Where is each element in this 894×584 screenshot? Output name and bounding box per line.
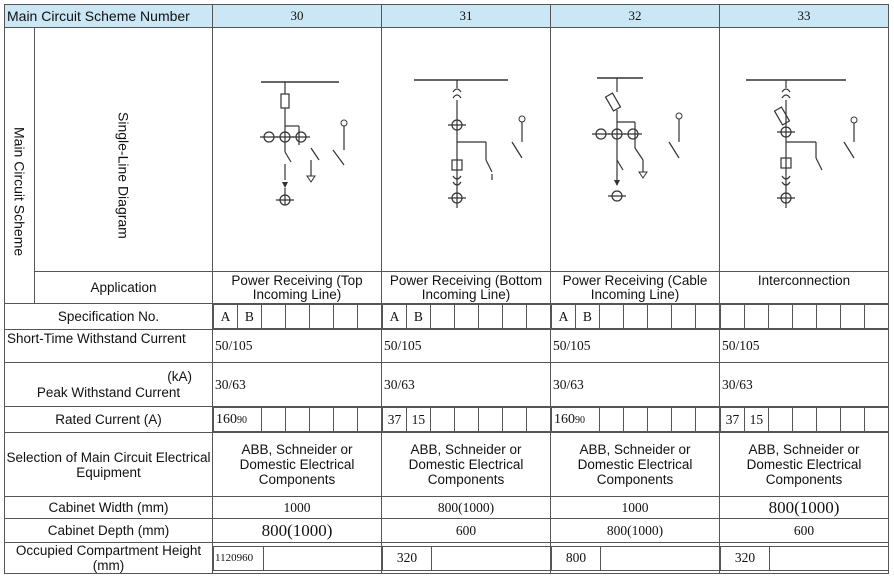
depth-30: 800(1000)	[213, 519, 382, 543]
short-time-33: 50/105	[720, 330, 889, 363]
height-33	[720, 543, 889, 574]
width-label: Cabinet Width (mm)	[5, 497, 213, 519]
scheme-label: Main Circuit Scheme	[11, 126, 28, 257]
single-line-diagram-30	[213, 30, 382, 270]
spec-33-b	[744, 305, 768, 329]
application-label: Application	[35, 272, 213, 304]
diagram-row	[5, 28, 889, 272]
short-time-32: 50/105	[551, 330, 720, 363]
height-32-value: 800	[552, 546, 601, 570]
spec-31-b: B	[406, 305, 430, 329]
height-33-value: 320	[721, 546, 770, 570]
rated-33-a: 37	[721, 408, 745, 432]
rated-current-30	[213, 407, 382, 433]
main-circuit-scheme-sheet	[4, 4, 888, 578]
width-row	[5, 497, 889, 519]
width-30: 1000	[213, 497, 382, 519]
peak-label-cell	[5, 363, 213, 407]
rated-current-33	[720, 407, 889, 433]
depth-row	[5, 519, 889, 543]
peak-32: 30/63	[551, 363, 720, 407]
scheme-label-cell	[5, 28, 35, 304]
rated-30-a: 160	[216, 412, 237, 427]
depth-label: Cabinet Depth (mm)	[5, 519, 213, 543]
short-time-row	[5, 330, 889, 363]
diagram-31	[382, 28, 551, 272]
scheme-number-32: 32	[551, 5, 720, 28]
height-30	[213, 543, 382, 574]
diagram-30	[213, 28, 382, 272]
short-time-30: 50/105	[213, 330, 382, 363]
application-31: Power Receiving (Bottom Incoming Line)	[382, 272, 551, 304]
depth-33: 600	[720, 519, 889, 543]
spec-33-a	[721, 305, 745, 329]
equipment-33: ABB, Schneider or Domestic Electrical Components	[720, 433, 889, 497]
diagram-label: Single-Line Diagram	[115, 112, 132, 239]
spec-31-a: A	[383, 305, 407, 329]
specification-label: Specification No.	[5, 304, 213, 330]
diagram-33	[720, 28, 889, 272]
peak-unit: (kA)	[167, 368, 192, 384]
peak-label: Peak Withstand Current	[36, 384, 181, 400]
rated-32-b: 90	[575, 415, 585, 426]
equipment-row	[5, 433, 889, 497]
height-label: Occupied Compartment Height (mm)	[5, 543, 213, 574]
spec-32-b: B	[575, 305, 599, 329]
rated-current-32	[551, 407, 720, 433]
spec-30-b: B	[237, 305, 261, 329]
width-32: 1000	[551, 497, 720, 519]
spec-32-a: A	[552, 305, 576, 329]
rated-32-a: 160	[554, 412, 575, 427]
equipment-label: Selection of Main Circuit Electrical Equipment	[5, 433, 213, 497]
rated-current-label: Rated Current (A)	[5, 407, 213, 433]
short-time-label: Short-Time Withstand Current	[5, 330, 213, 363]
scheme-number-30: 30	[213, 5, 382, 28]
scheme-number-33: 33	[720, 5, 889, 28]
depth-32: 800(1000)	[551, 519, 720, 543]
width-31: 800(1000)	[382, 497, 551, 519]
short-time-31: 50/105	[382, 330, 551, 363]
application-row	[5, 272, 889, 304]
rated-33-b: 15	[744, 408, 768, 432]
height-30-value: 1120960	[214, 546, 264, 570]
height-32	[551, 543, 720, 574]
specification-33	[720, 304, 889, 330]
height-row	[5, 543, 889, 574]
peak-row	[5, 363, 889, 407]
peak-33: 30/63	[720, 363, 889, 407]
rated-current-31	[382, 407, 551, 433]
header-row	[5, 5, 889, 28]
specification-row	[5, 304, 889, 330]
application-32: Power Receiving (Cable Incoming Line)	[551, 272, 720, 304]
width-33: 800(1000)	[720, 497, 889, 519]
peak-30: 30/63	[213, 363, 382, 407]
diagram-32	[551, 28, 720, 272]
rated-31-b: 15	[406, 408, 430, 432]
height-31-value: 320	[383, 546, 432, 570]
scheme-number-31: 31	[382, 5, 551, 28]
single-line-diagram-31	[382, 30, 551, 270]
spec-30-a: A	[214, 305, 238, 329]
scheme-table	[4, 4, 889, 574]
application-30: Power Receiving (Top Incoming Line)	[213, 272, 382, 304]
rated-current-row	[5, 407, 889, 433]
rated-30-b: 90	[237, 415, 247, 426]
specification-31	[382, 304, 551, 330]
depth-31: 600	[382, 519, 551, 543]
application-33: Interconnection	[720, 272, 889, 304]
header-title: Main Circuit Scheme Number	[5, 5, 213, 28]
rated-31-a: 37	[383, 408, 407, 432]
diagram-label-cell	[35, 28, 213, 272]
single-line-diagram-32	[551, 30, 720, 270]
peak-31: 30/63	[382, 363, 551, 407]
equipment-31: ABB, Schneider or Domestic Electrical Components	[382, 433, 551, 497]
specification-30	[213, 304, 382, 330]
equipment-30: ABB, Schneider or Domestic Electrical Components	[213, 433, 382, 497]
equipment-32: ABB, Schneider or Domestic Electrical Components	[551, 433, 720, 497]
height-31	[382, 543, 551, 574]
specification-32	[551, 304, 720, 330]
single-line-diagram-33	[720, 30, 889, 270]
